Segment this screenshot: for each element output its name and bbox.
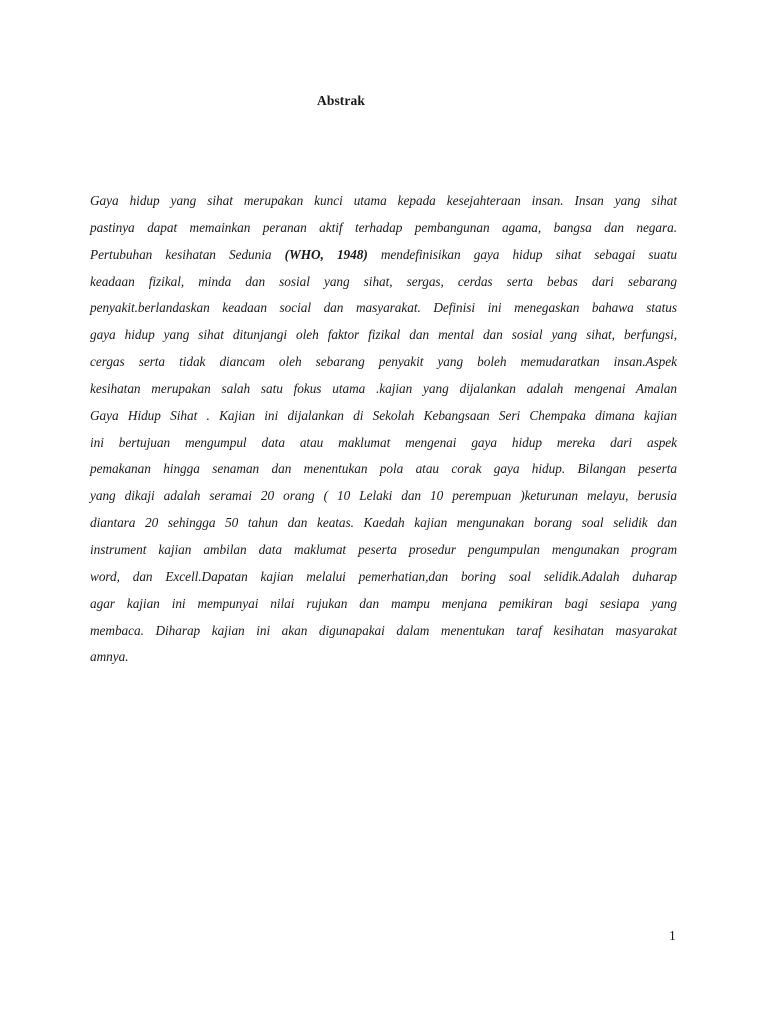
paragraph-line: [90, 188, 677, 215]
paragraph-line-text: Gaya Hidup Sihat . Kajian ini dijalankan di Sekolah Kebangsaan Seri Chempaka dimana kajian: [90, 407, 677, 423]
paragraph-line-text: Gaya hidup yang sihat merupakan kunci utama kepada kesejahteraan insan. Insan yang sihat: [90, 193, 677, 208]
paragraph-line-text: Pertubuhan kesihatan Sedunia: [90, 246, 285, 262]
citation-bold: (WHO, 1948): [284, 246, 368, 262]
paragraph-line: [90, 295, 677, 322]
paragraph-line-text: instrument kajian ambilan data maklumat peserta prosedur pengumpulan mengunakan program: [90, 541, 677, 557]
paragraph-line: [90, 269, 677, 296]
paragraph-line: [90, 349, 677, 376]
paragraph-line-text: diantara 20 sehingga 50 tahun dan keatas. Kaedah kajian mengunakan borang soal selidik dan: [90, 515, 677, 531]
paragraph-line-text: agar kajian ini mempunyai nilai rujukan dan mampu menjana pemikiran bagi sesiapa yang: [90, 595, 677, 611]
paragraph-line: [90, 403, 677, 430]
abstract-paragraph: [90, 188, 677, 671]
paragraph-line-text: pastinya dapat memainkan peranan aktif terhadap pembangunan agama, bangsa dan negara.: [90, 219, 677, 235]
paragraph-line: [90, 483, 677, 510]
paragraph-line: [90, 537, 677, 564]
paragraph-line: [90, 510, 677, 537]
page-number: 1: [669, 928, 676, 943]
paragraph-line: [90, 618, 677, 645]
paragraph-line: [90, 242, 677, 269]
paragraph-line-text: pemakanan hingga senaman dan menentukan pola atau corak gaya hidup. Bilangan peserta: [90, 461, 677, 477]
paragraph-line-text: kesihatan merupakan salah satu fokus utama .kajian yang dijalankan adalah mengenai Amalan: [90, 380, 677, 396]
paragraph-line-text: mendefinisikan gaya hidup sihat sebagai suatu: [367, 246, 677, 262]
abstract-title: Abstrak: [317, 93, 365, 108]
paragraph-line-text: word, dan Excell.Dapatan kajian melalui pemerhatian,dan boring soal selidik.Adalah duharap: [90, 568, 677, 584]
paragraph-line: [90, 322, 677, 349]
paragraph-line: [90, 644, 677, 671]
paragraph-line: [90, 564, 677, 591]
paragraph-line-text: membaca. Diharap kajian ini akan digunapakai dalam menentukan taraf kesihatan masyarakat: [90, 622, 677, 638]
paragraph-line: [90, 376, 677, 403]
paragraph-line-text: cergas serta tidak diancam oleh sebarang penyakit yang boleh memudaratkan insan.Aspek: [90, 354, 677, 370]
paragraph-line: [90, 456, 677, 483]
paragraph-line-text: keadaan fizikal, minda dan sosial yang sihat, sergas, cerdas serta bebas dari sebarang: [90, 273, 677, 289]
paragraph-line: [90, 215, 677, 242]
paragraph-line: [90, 430, 677, 457]
paragraph-line: [90, 591, 677, 618]
paragraph-line-text: yang dikaji adalah seramai 20 orang ( 10 Lelaki dan 10 perempuan )keturunan melayu, berusia: [90, 488, 677, 504]
paragraph-line-text: amnya.: [90, 649, 129, 665]
paragraph-line-text: penyakit.berlandaskan keadaan social dan masyarakat. Definisi ini menegaskan bahawa status: [90, 300, 677, 316]
paragraph-line-text: gaya hidup yang sihat ditunjangi oleh faktor fizikal dan mental dan sosial yang sihat, berfungsi,: [90, 327, 677, 343]
paragraph-line-text: ini bertujuan mengumpul data atau maklumat mengenai gaya hidup mereka dari aspek: [90, 434, 677, 450]
